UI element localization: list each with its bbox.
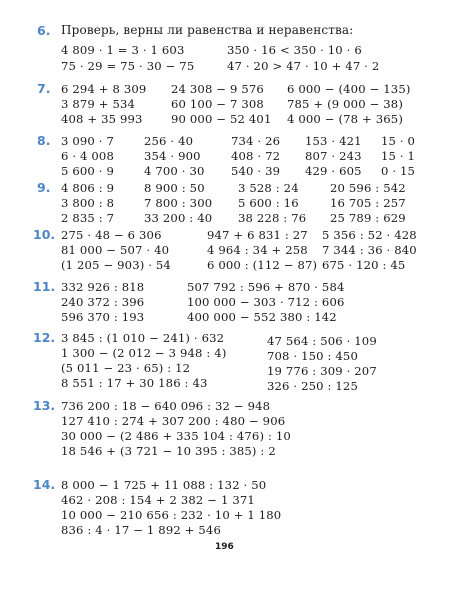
task-number-9: 9. bbox=[37, 180, 51, 195]
task-6-expression: 4 809 · 1 = 3 · 1 603 bbox=[61, 43, 185, 57]
task-number-6: 6. bbox=[37, 23, 51, 38]
task-9-expression: 38 228 : 76 bbox=[238, 211, 307, 225]
task-9-expression: 5 600 : 16 bbox=[238, 196, 299, 210]
task-number-12: 12. bbox=[33, 330, 56, 345]
task-13-expression: 18 546 + (3 721 − 10 395 : 385) : 2 bbox=[61, 444, 276, 458]
task-8-expression: 429 · 605 bbox=[305, 164, 362, 178]
task-8-expression: 540 · 39 bbox=[231, 164, 281, 178]
task-9-expression: 16 705 : 257 bbox=[330, 196, 406, 210]
task-8-expression: 3 090 · 7 bbox=[61, 134, 114, 148]
task-number-13: 13. bbox=[33, 398, 56, 413]
task-8-expression: 256 · 40 bbox=[144, 134, 194, 148]
task-8-expression: 354 · 900 bbox=[144, 149, 201, 163]
task-9-expression: 2 835 : 7 bbox=[61, 211, 115, 225]
task-9-expression: 3 528 : 24 bbox=[238, 181, 299, 195]
task-number-8: 8. bbox=[37, 133, 51, 148]
task-6-title: Проверь, верны ли равенства и неравенства: bbox=[61, 23, 354, 37]
task-number-11: 11. bbox=[33, 279, 56, 294]
task-7-expression: 6 294 + 8 309 bbox=[61, 82, 147, 96]
task-8-expression: 408 · 72 bbox=[231, 149, 281, 163]
task-8-expression: 5 600 · 9 bbox=[61, 164, 114, 178]
task-12-expression: 8 551 : 17 + 30 186 : 43 bbox=[61, 376, 208, 390]
task-10-expression: 675 · 120 : 45 bbox=[322, 258, 406, 272]
task-7-expression: 90 000 − 52 401 bbox=[171, 112, 272, 126]
task-14-expression: 8 000 − 1 725 + 11 088 : 132 · 50 bbox=[61, 478, 267, 492]
task-8-expression: 4 700 · 30 bbox=[144, 164, 205, 178]
task-number-10: 10. bbox=[33, 227, 56, 242]
task-11-expression: 507 792 : 596 + 870 · 584 bbox=[187, 280, 345, 294]
task-13-expression: 127 410 : 274 + 307 200 : 480 − 906 bbox=[61, 414, 286, 428]
task-number-14: 14. bbox=[33, 477, 56, 492]
task-10-expression: 7 344 : 36 · 840 bbox=[322, 243, 417, 257]
task-8-expression: 807 · 243 bbox=[305, 149, 362, 163]
task-7-expression: 60 100 − 7 308 bbox=[171, 97, 264, 111]
task-9-expression: 7 800 : 300 bbox=[144, 196, 213, 210]
task-7-expression: 408 + 35 993 bbox=[61, 112, 143, 126]
task-number-7: 7. bbox=[37, 81, 51, 96]
task-9-expression: 3 800 : 8 bbox=[61, 196, 115, 210]
task-12-expression: 3 845 : (1 010 − 241) · 632 bbox=[61, 331, 225, 345]
task-9-expression: 33 200 : 40 bbox=[144, 211, 213, 225]
task-13-expression: 736 200 : 18 − 640 096 : 32 − 948 bbox=[61, 399, 271, 413]
task-9-expression: 25 789 : 629 bbox=[330, 211, 406, 225]
task-8-expression: 153 · 421 bbox=[305, 134, 362, 148]
task-6-expression: 350 · 16 < 350 · 10 · 6 bbox=[227, 43, 362, 57]
task-14-expression: 10 000 − 210 656 : 232 · 10 + 1 180 bbox=[61, 508, 282, 522]
task-6-expression: 75 · 29 = 75 · 30 − 75 bbox=[61, 59, 195, 73]
task-7-expression: 3 879 + 534 bbox=[61, 97, 136, 111]
task-14-expression: 462 · 208 : 154 + 2 382 − 1 371 bbox=[61, 493, 255, 507]
task-8-expression: 15 · 0 bbox=[381, 134, 416, 148]
task-13-expression: 30 000 − (2 486 + 335 104 : 476) : 10 bbox=[61, 429, 291, 443]
task-8-expression: 6 · 4 008 bbox=[61, 149, 114, 163]
task-7-expression: 4 000 − (78 + 365) bbox=[287, 112, 403, 126]
task-12-expression: 47 564 : 506 · 109 bbox=[267, 334, 377, 348]
task-11-expression: 240 372 : 396 bbox=[61, 295, 145, 309]
task-12-expression: 19 776 : 309 · 207 bbox=[267, 364, 377, 378]
task-12-expression: (5 011 − 23 · 65) : 12 bbox=[61, 361, 191, 375]
task-8-expression: 0 · 15 bbox=[381, 164, 416, 178]
task-7-expression: 6 000 − (400 − 135) bbox=[287, 82, 411, 96]
task-10-expression: 4 964 : 34 + 258 bbox=[207, 243, 308, 257]
task-14-expression: 836 : 4 · 17 − 1 892 + 546 bbox=[61, 523, 221, 537]
task-7-expression: 785 + (9 000 − 38) bbox=[287, 97, 403, 111]
task-8-expression: 15 · 1 bbox=[381, 149, 416, 163]
task-11-expression: 400 000 − 552 380 : 142 bbox=[187, 310, 337, 324]
page-number: 196 bbox=[215, 542, 234, 552]
task-12-expression: 1 300 − (2 012 − 3 948 : 4) bbox=[61, 346, 227, 360]
task-11-expression: 596 370 : 193 bbox=[61, 310, 145, 324]
task-9-expression: 8 900 : 50 bbox=[144, 181, 205, 195]
task-12-expression: 708 · 150 : 450 bbox=[267, 349, 358, 363]
task-10-expression: (1 205 − 903) · 54 bbox=[61, 258, 171, 272]
task-11-expression: 100 000 − 303 · 712 : 606 bbox=[187, 295, 345, 309]
task-10-expression: 947 + 6 831 : 27 bbox=[207, 228, 308, 242]
task-9-expression: 4 806 : 9 bbox=[61, 181, 115, 195]
task-6-expression: 47 · 20 > 47 · 10 + 47 · 2 bbox=[227, 59, 380, 73]
task-7-expression: 24 308 − 9 576 bbox=[171, 82, 264, 96]
task-12-expression: 326 · 250 : 125 bbox=[267, 379, 358, 393]
task-10-expression: 81 000 − 507 · 40 bbox=[61, 243, 170, 257]
task-9-expression: 20 596 : 542 bbox=[330, 181, 406, 195]
task-11-expression: 332 926 : 818 bbox=[61, 280, 145, 294]
task-10-expression: 5 356 : 52 · 428 bbox=[322, 228, 417, 242]
task-10-expression: 6 000 : (112 − 87) bbox=[207, 258, 318, 272]
task-8-expression: 734 · 26 bbox=[231, 134, 281, 148]
task-10-expression: 275 · 48 − 6 306 bbox=[61, 228, 162, 242]
